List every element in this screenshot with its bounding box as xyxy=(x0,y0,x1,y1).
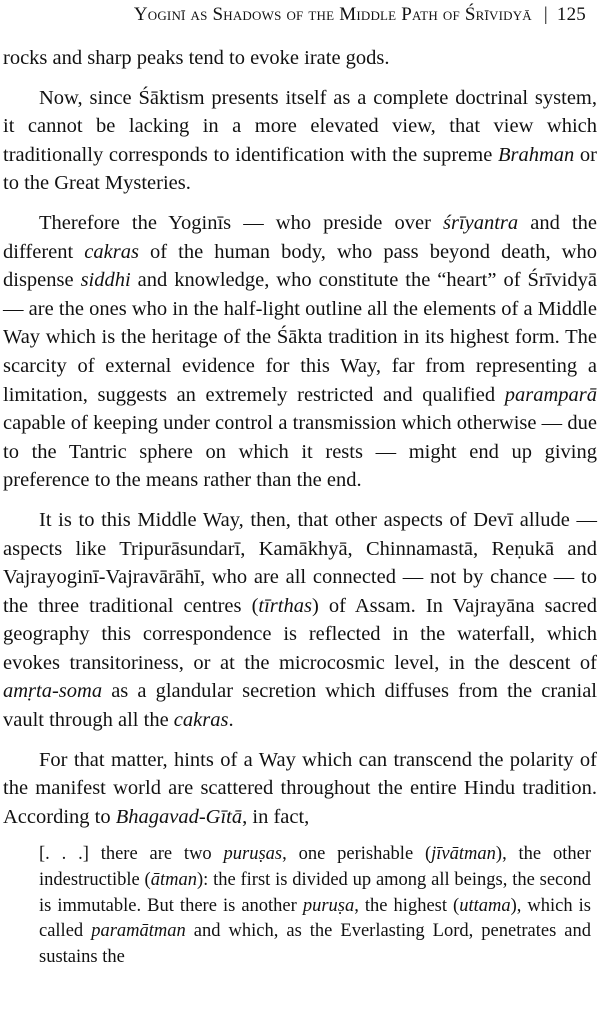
header-separator: | xyxy=(543,4,548,25)
paragraph-saktism-doctrine xyxy=(3,84,597,198)
text-segment: , the highest ( xyxy=(354,895,460,916)
text-segment: ) of Assam. In Vajrayāna sacred geography this correspondence is reflected in the waterfall, which evokes transitoriness, or at the microcosmic level, in the descent of xyxy=(3,594,597,674)
term-paramatman: paramātman xyxy=(91,921,186,942)
text-segment: and which, as the Everlasting Lord, penetrates and sustains the xyxy=(39,921,591,967)
term-cakras: cakras xyxy=(173,709,229,732)
term-bhagavad-gita: Bhagavad-Gītā xyxy=(115,805,243,828)
paragraph-middle-way xyxy=(3,506,597,735)
text-segment: capable of keeping under control a transmission which otherwise — due to the Tantric sphere on which it rests — might end up giving preference to the means rather than the end. xyxy=(3,412,597,492)
paragraph-yoginis xyxy=(3,209,597,495)
block-quote xyxy=(39,842,591,970)
text-segment: rocks and sharp peaks tend to evoke irate gods. xyxy=(3,47,390,69)
text-segment: , in fact, xyxy=(242,805,310,828)
term-parampara: paramparā xyxy=(504,383,597,406)
term-sriyantra: śrīyantra xyxy=(442,211,519,234)
text-segment: For that matter, hints of a Way which can transcend the polarity of the manifest world are scattered throughout the entire Hindu tradition. According to xyxy=(3,748,597,828)
paragraph-continuation xyxy=(3,44,597,73)
term-uttama: uttama xyxy=(459,895,511,916)
text-segment: ), the other indestructible ( xyxy=(39,844,591,891)
text-segment: . xyxy=(228,709,234,732)
term-jivatman: jīvātman xyxy=(431,844,496,865)
page-number: 125 xyxy=(556,4,586,25)
term-brahman: Brahman xyxy=(497,143,575,166)
term-purusa: puruṣa xyxy=(302,895,355,916)
text-segment: ): the first is divided up among all beings, the second is immutable. But there is another xyxy=(39,870,591,916)
running-header xyxy=(30,4,586,32)
term-amrta-soma: amṛta-soma xyxy=(3,680,103,703)
text-segment: Therefore the Yoginīs — who preside over xyxy=(39,211,443,234)
text-segment: It is to this Middle Way, then, that other aspects of Devī allude — aspects like Tripurāsundarī, Kamākhyā, Chinnamastā, Reṇukā and Vajrayoginī-Vajravārāhī, who are all connected — not by chance — to the three traditional centres ( xyxy=(3,508,597,617)
text-segment: and the different xyxy=(3,211,597,263)
text-segment: , one perishable ( xyxy=(282,844,432,865)
paragraph-hindu-tradition xyxy=(3,746,597,832)
page-body xyxy=(3,44,597,970)
text-segment: of the human body, who pass beyond death, who dispense xyxy=(3,240,597,292)
term-purusas: puruṣas xyxy=(223,844,283,865)
text-segment: ), which is called xyxy=(39,895,592,942)
term-tirthas: tīrthas xyxy=(258,594,312,617)
term-cakras: cakras xyxy=(84,240,139,263)
text-segment: and knowledge, who constitute the “heart” of Śrīvidyā — are the ones who in the half-light outline all the elements of a Middle Way which is the heritage of the Śākta tradition in its highest form. The scarcity of external evidence for this Way, far from representing a limitation, suggests an extremely restricted and qualified xyxy=(3,269,597,406)
text-segment: or to the Great Mysteries. xyxy=(3,143,598,195)
text-segment: Now, since Śāktism presents itself as a complete doctrinal system, it cannot be lacking in a more elevated view, that view which traditionally corresponds to identification with the supreme xyxy=(3,86,597,166)
text-segment: [. . .] there are two xyxy=(39,844,224,865)
running-header-title: Yoginī as Shadows of the Middle Path of Śrīvidyā xyxy=(133,4,532,25)
text-segment: as a glandular secretion which diffuses from the cranial vault through all the xyxy=(3,680,597,732)
term-atman: ātman xyxy=(150,870,197,891)
term-siddhi: siddhi xyxy=(80,269,131,292)
